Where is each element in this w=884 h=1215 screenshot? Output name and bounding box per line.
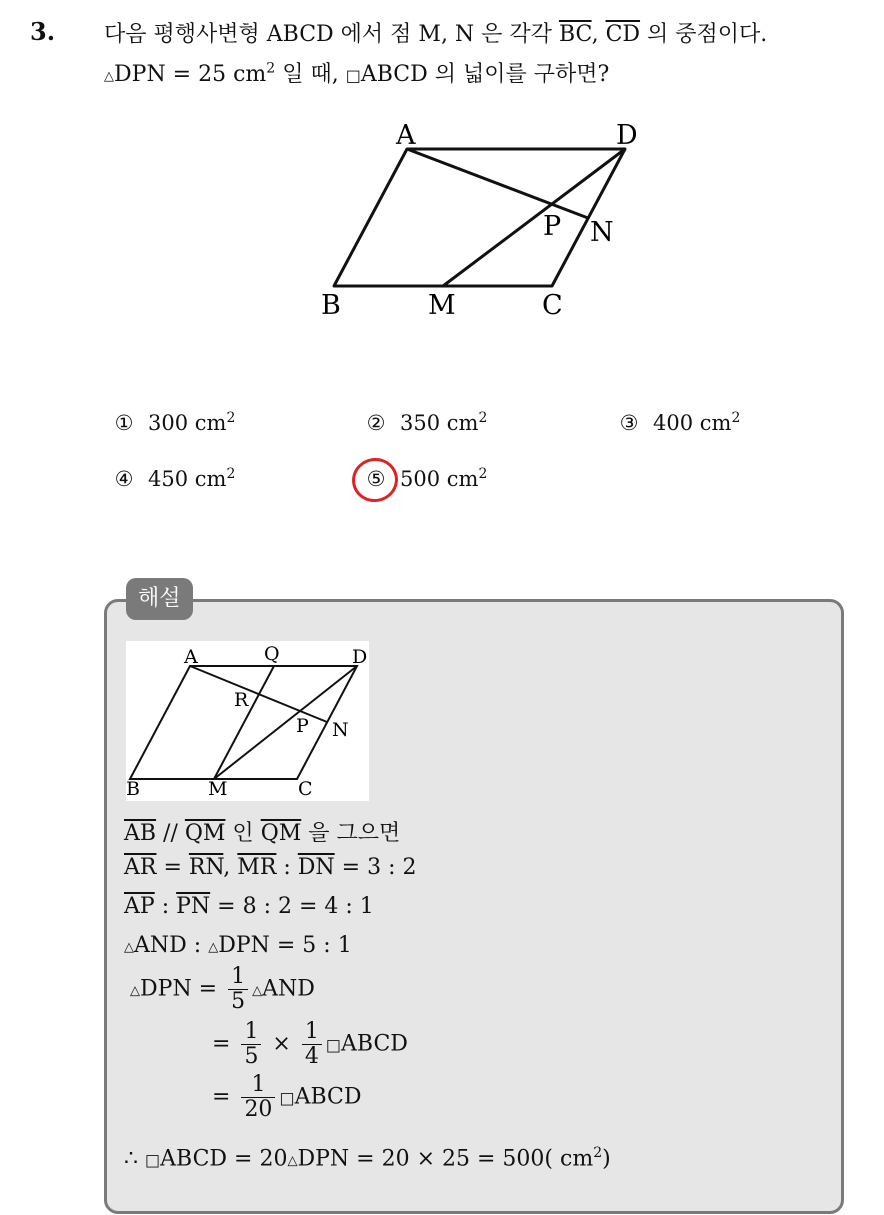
segment-qm: $\overline{QM}$: [184, 821, 226, 846]
parallel-symbol: //: [156, 821, 185, 846]
solution-figure-lines: [130, 666, 357, 779]
choice-value: 300 cm: [148, 411, 227, 435]
triangle-symbol: △: [130, 983, 140, 999]
text: =: [156, 855, 189, 880]
choice-marker: ③: [619, 411, 639, 435]
question-number: 3.: [30, 17, 56, 46]
question-ask: ABCD 의 넓이를 구하면?: [360, 62, 610, 87]
figure-lines: [334, 149, 625, 286]
solution-figure: [126, 641, 369, 801]
exponent: 2: [478, 410, 488, 426]
choice-value: 400 cm: [653, 411, 732, 435]
solution-line-2: [124, 855, 417, 880]
label-d: D: [352, 646, 368, 668]
label-d: D: [616, 120, 638, 151]
numerator: 1: [228, 965, 248, 990]
label-c: C: [298, 778, 313, 800]
question-line-2: [104, 57, 609, 88]
text: ABCD: [340, 1031, 408, 1057]
exponent: 2: [226, 466, 236, 482]
label-m: M: [428, 290, 456, 321]
segment-cd: $\overline{CD}$: [605, 22, 641, 47]
text: = 3 : 2: [334, 855, 417, 880]
solution-line-8: [124, 1145, 611, 1171]
segment-an: [407, 149, 588, 218]
solution-line-1: [124, 816, 400, 847]
text: =: [212, 1084, 238, 1110]
segment-ap: $\overline{AP}$: [124, 894, 155, 919]
label-n: N: [590, 217, 614, 248]
question-outro: 의 중점이다.: [647, 22, 768, 47]
choice-marker: ⑤: [366, 467, 386, 491]
exponent: 2: [478, 466, 488, 482]
numerator: 1: [302, 1020, 322, 1045]
numerator: 1: [241, 1073, 275, 1098]
choice-marker: ①: [114, 411, 134, 435]
times-symbol: ×: [265, 1031, 298, 1057]
denominator: 5: [231, 989, 246, 1014]
fraction: [302, 1020, 322, 1069]
choice-4[interactable]: [112, 466, 235, 491]
question-line-1: [104, 17, 767, 48]
exponent: 2: [731, 410, 741, 426]
numerator: 1: [241, 1020, 261, 1045]
label-p: P: [543, 211, 562, 242]
fraction: [228, 965, 248, 1014]
exponent: 2: [266, 60, 276, 77]
segment-ab: $\overline{AB}$: [124, 821, 157, 846]
text: DPN = 20 × 25 = 500( cm: [297, 1146, 594, 1172]
segment-bc: $\overline{BC}$: [558, 22, 592, 47]
label-m: M: [208, 778, 228, 800]
exponent: 2: [593, 1145, 603, 1161]
text: AND :: [134, 933, 209, 958]
label-q: Q: [264, 643, 280, 665]
label-r: R: [234, 689, 249, 711]
denominator: 20: [244, 1097, 273, 1122]
label-a: A: [184, 646, 198, 668]
triangle-symbol: △: [208, 940, 219, 955]
denominator: 4: [304, 1044, 319, 1069]
triangle-symbol: △: [104, 69, 114, 84]
solution-line-5: [130, 965, 315, 1014]
choice-marker: ②: [366, 411, 386, 435]
fraction: [241, 1020, 261, 1069]
segment-rn: $\overline{RN}$: [188, 855, 224, 880]
label-a: A: [396, 120, 416, 151]
segment-pn: $\overline{PN}$: [176, 894, 211, 919]
text: = 8 : 2 = 4 : 1: [210, 894, 374, 919]
triangle-symbol: △: [252, 983, 263, 999]
label-n: N: [332, 719, 349, 741]
choice-value: 450 cm: [148, 467, 227, 491]
text: =: [212, 1031, 238, 1057]
given-area: DPN = 25 cm: [114, 62, 267, 87]
label-b: B: [126, 778, 140, 800]
choice-3[interactable]: [617, 410, 740, 435]
text: ): [602, 1146, 611, 1172]
text: :: [154, 894, 177, 919]
text: ABCD: [294, 1084, 362, 1110]
square-symbol: □: [325, 1035, 341, 1055]
text: 인: [225, 821, 261, 846]
solution-line-3: [124, 894, 374, 919]
text: DPN =: [140, 976, 225, 1002]
text: DPN = 5 : 1: [218, 933, 352, 958]
choice-marker: ④: [114, 467, 134, 491]
label-c: C: [542, 290, 563, 321]
solution-line-4: [124, 933, 352, 958]
segment-qm: $\overline{QM}$: [260, 821, 302, 846]
triangle-symbol: △: [124, 940, 134, 955]
segment-qm: [214, 666, 274, 779]
choice-value: 500 cm: [400, 467, 479, 491]
triangle-symbol: △: [287, 1153, 298, 1169]
choice-1[interactable]: [112, 410, 235, 435]
parallelogram-abcd: [334, 149, 625, 286]
question-intro: 다음 평행사변형 ABCD 에서 점 M, N 은 각각: [104, 22, 552, 47]
solution-tab: 해설: [126, 578, 193, 620]
label-p: P: [296, 715, 309, 737]
comma: ,: [591, 22, 599, 47]
text: AND: [262, 976, 315, 1002]
text: :: [276, 855, 298, 880]
label-b: B: [321, 290, 341, 321]
segment-mr: $\overline{MR}$: [237, 855, 277, 880]
segment-ar: $\overline{AR}$: [124, 855, 157, 880]
condition-text: 일 때,: [282, 62, 339, 87]
text: 을 그으면: [301, 821, 401, 846]
fraction: [241, 1073, 275, 1122]
solution-line-7: [212, 1073, 362, 1122]
choice-2[interactable]: [364, 410, 487, 435]
square-symbol: □: [345, 66, 361, 85]
parallelogram-figure: [310, 115, 650, 325]
selected-answer-circle: [348, 454, 402, 507]
text: ABCD = 20: [160, 1146, 288, 1172]
denominator: 5: [244, 1044, 259, 1069]
segment-dn: $\overline{DN}$: [297, 855, 335, 880]
choice-value: 350 cm: [400, 411, 479, 435]
therefore-symbol: ∴: [124, 1146, 145, 1172]
square-symbol: □: [279, 1088, 295, 1108]
text: ,: [223, 855, 238, 880]
exponent: 2: [226, 410, 236, 426]
square-symbol: □: [145, 1150, 161, 1170]
solution-line-6: [212, 1020, 408, 1069]
